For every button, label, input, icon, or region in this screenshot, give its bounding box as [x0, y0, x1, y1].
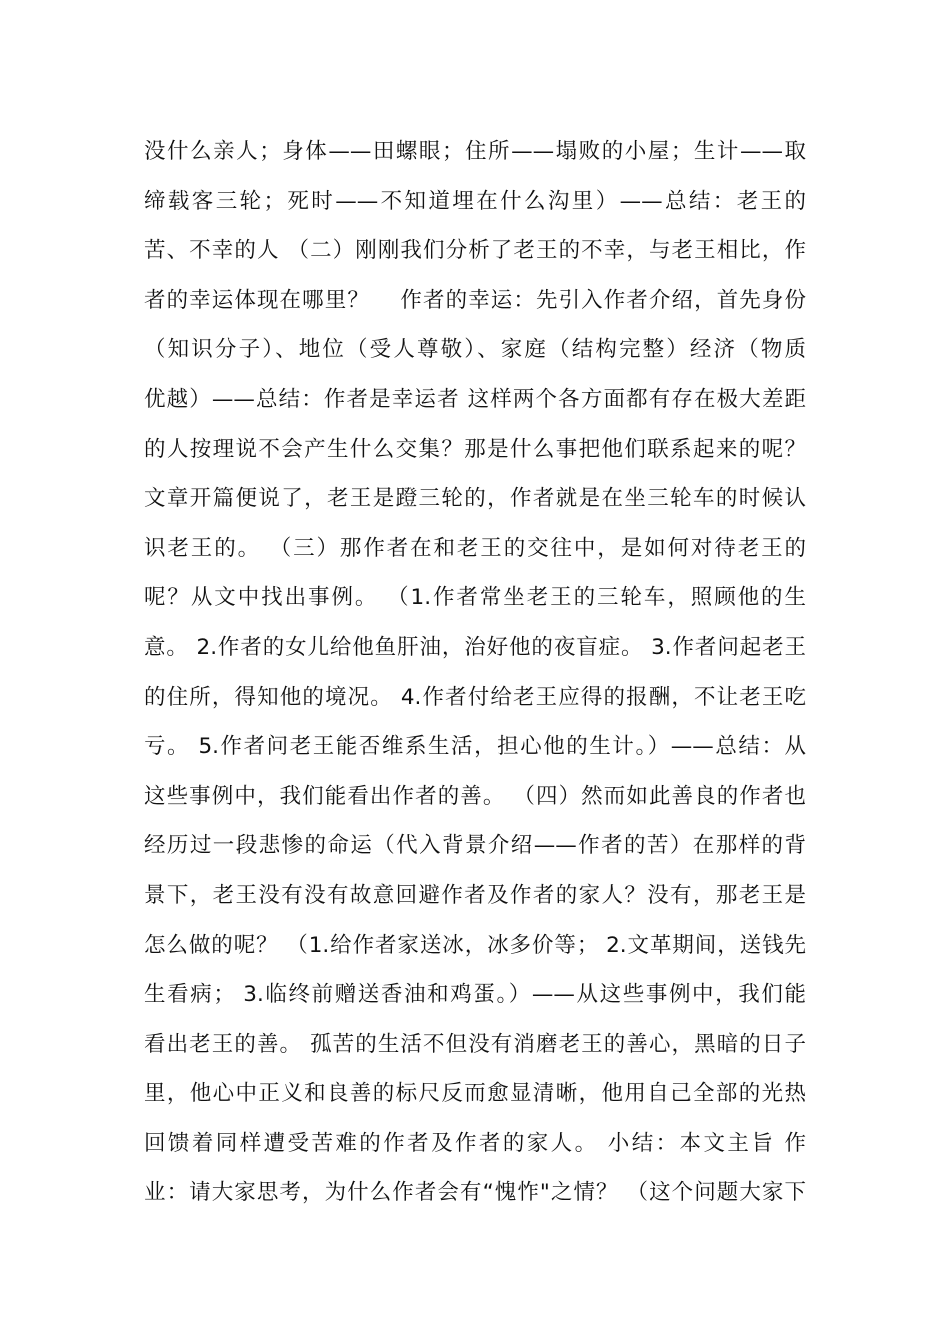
- text-line: 里，他心中正义和良善的标尺反而愈显清晰，他用自己全部的光热: [144, 1081, 806, 1107]
- text-line: 的人按理说不会产生什么交集？那是什么事把他们联系起来的呢？: [144, 436, 806, 462]
- text-line: （知识分子）、地位（受人尊敬）、家庭（结构完整）经济（物质: [144, 337, 806, 363]
- text-line: 呢？从文中找出事例。 （1.作者常坐老王的三轮车，照顾他的生: [144, 585, 806, 611]
- text-line: 缔载客三轮；死时——不知道埋在什么沟里）——总结：老王的: [144, 188, 806, 214]
- text-line: 业：请大家思考，为什么作者会有“愧怍"之情？ （这个问题大家下: [144, 1180, 806, 1206]
- text-line: 经历过一段悲惨的命运（代入背景介绍——作者的苦）在那样的背: [144, 833, 806, 859]
- text-line: 者的幸运体现在哪里？ 作者的幸运：先引入作者介绍，首先身份: [144, 287, 806, 313]
- text-line: 识老王的。 （三）那作者在和老王的交往中，是如何对待老王的: [144, 535, 806, 561]
- text-line: 亏。 5.作者问老王能否维系生活，担心他的生计。）——总结：从: [144, 734, 806, 760]
- text-line: 回馈着同样遭受苦难的作者及作者的家人。 小结：本文主旨 作: [144, 1130, 806, 1156]
- text-line: 苦、不幸的人 （二）刚刚我们分析了老王的不幸，与老王相比，作: [144, 238, 806, 264]
- body-text: [144, 127, 806, 1218]
- text-line: 看出老王的善。 孤苦的生活不但没有消磨老王的善心，黑暗的日子: [144, 1031, 806, 1057]
- text-line: 这些事例中，我们能看出作者的善。 （四）然而如此善良的作者也: [144, 783, 806, 809]
- text-line: 景下，老王没有没有故意回避作者及作者的家人？没有，那老王是: [144, 882, 806, 908]
- text-line: 生看病； 3.临终前赠送香油和鸡蛋。）——从这些事例中，我们能: [144, 982, 806, 1008]
- text-line: 没什么亲人；身体——田螺眼；住所——塌败的小屋；生计——取: [144, 139, 806, 164]
- text-line: 文章开篇便说了，老王是蹬三轮的，作者就是在坐三轮车的时候认: [144, 486, 806, 512]
- text-line: 的住所，得知他的境况。 4.作者付给老王应得的报酬，不让老王吃: [144, 684, 806, 710]
- text-line: 优越）——总结：作者是幸运者 这样两个各方面都有存在极大差距: [144, 386, 806, 412]
- text-line: 意。 2.作者的女儿给他鱼肝油，治好他的夜盲症。 3.作者问起老王: [144, 634, 806, 660]
- text-line: 怎么做的呢？ （1.给作者家送冰，冰多价等； 2.文革期间，送钱先: [144, 932, 806, 958]
